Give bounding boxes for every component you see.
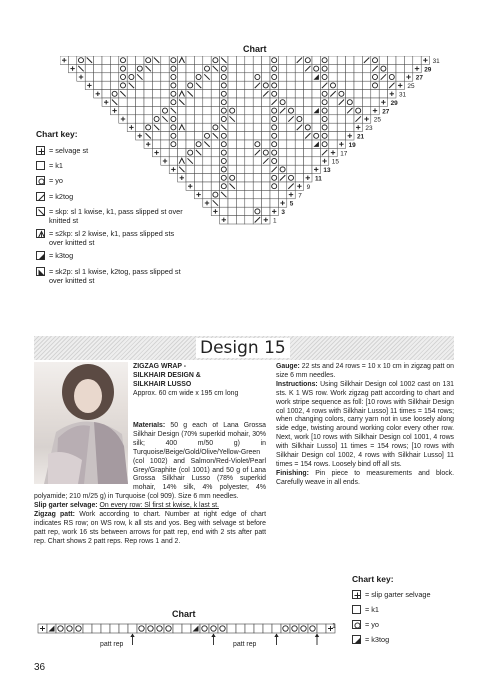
key-s2kp — [36, 229, 186, 247]
patt-rep-label-2: patt rep — [233, 641, 257, 648]
bottom-chart-grid — [36, 620, 346, 650]
materials-label-flow: Materials: — [133, 422, 166, 429]
top-chart-title: Chart — [243, 44, 267, 54]
pattern-name-3: SILKHAIR LUSSO — [133, 380, 192, 388]
zigzag-text: Work according to chart. Number at right edge of chart indicates RS row; on WS row, k all sts and yos. Beg with selvage st before patt rep, work 16 sts between arrows for patt rep, end with 2 sts after patt rep. Chart shows 2 patt reps. Rep rows 1 and 2. — [34, 511, 266, 545]
key-label: = s2kp: sl 2 kwise, k1, pass slipped sts over knitted st — [49, 229, 175, 247]
key-label: = sk2p: sl 1 kwise, k2tog, pass slipped st over knitted st — [49, 267, 181, 285]
row-number: 25 — [373, 116, 381, 124]
bottom-key-title: Chart key: — [352, 574, 394, 584]
blank-icon — [36, 161, 45, 170]
key-label: = yo — [49, 176, 63, 185]
k3tog-icon — [36, 251, 45, 260]
sk2p-icon — [36, 267, 45, 276]
row-number: 29 — [390, 99, 398, 107]
row-number: 25 — [407, 83, 415, 91]
pattern-heading — [133, 363, 265, 399]
key-label: = k3tog — [49, 251, 74, 260]
row-number: 21 — [357, 133, 365, 141]
row-number: 31 — [399, 91, 407, 99]
top-key-title: Chart key: — [36, 129, 78, 139]
slip-label: Slip garter selvage: — [34, 502, 98, 510]
materials-text: 50 g each of Lana Grossa Silkhair Design (70% superkid mohair, 30% silk; 400 m/50 g) in Turquoise/Beige/Gold/Olive/Yellow-Green (col 1002) and Salmon/Red-Violet/Pearl Grey/Graphite (col 1001) and 50 g of Lana Grossa Silkhair Lusso (78% superkid mohair, 14% silk, 4% polyester, 4% polyamide; 210 m/25 g) in Turquoise (col 909). Size 6 mm needles. — [34, 422, 266, 501]
yo-icon — [352, 620, 361, 629]
zigzag-label: Zigzag patt: — [34, 511, 75, 519]
row-number: 3 — [281, 209, 285, 217]
pattern-name-2: SILKHAIR DESIGN & — [133, 371, 201, 379]
row-number: 27 — [415, 74, 423, 82]
page-number: 36 — [34, 662, 46, 673]
right-column — [276, 363, 454, 488]
key-yo — [36, 176, 63, 185]
row-number: 5 — [289, 200, 294, 208]
bottom-chart-title: Chart — [172, 609, 196, 619]
selvage-icon — [36, 146, 45, 155]
key-label: = k1 — [49, 161, 63, 170]
slip-text: On every row: Sl first st kwise, k last st. — [99, 502, 219, 510]
row-number: 29 — [424, 66, 432, 74]
photo-spacer — [34, 422, 133, 490]
bottom-row-number: 1 — [332, 623, 336, 630]
gauge-text: 22 sts and 24 rows = 10 x 10 cm in zigzag patt on size 6 mm needles. — [276, 363, 454, 379]
skp-icon — [36, 207, 45, 216]
row-number: 7 — [298, 192, 302, 200]
finishing-label: Finishing: — [276, 469, 309, 477]
row-number: 9 — [306, 183, 311, 191]
row-number: 23 — [365, 125, 373, 133]
key-label: = selvage st — [49, 146, 89, 155]
key-k3tog — [36, 251, 73, 260]
selvage-icon — [352, 590, 361, 599]
patt-rep-label-1: patt rep — [100, 641, 124, 648]
key-k2tog — [36, 192, 73, 201]
k3tog-icon — [352, 635, 361, 644]
bkey-selvage — [352, 590, 431, 599]
key-k1 — [36, 161, 63, 170]
row-number: 19 — [348, 141, 356, 149]
key-label: = k1 — [365, 605, 379, 614]
pattern-name-1: ZIGZAG WRAP - — [133, 363, 187, 370]
key-selvage — [36, 146, 88, 155]
key-sk2p — [36, 267, 186, 285]
bkey-yo — [352, 620, 379, 629]
gauge-label: Gauge: — [276, 363, 300, 370]
row-number: 17 — [340, 150, 348, 158]
bkey-k3tog — [352, 635, 389, 644]
s2kp-icon — [36, 229, 45, 238]
key-label: = k2tog — [49, 192, 74, 201]
left-column — [34, 422, 266, 620]
k2tog-icon — [36, 192, 45, 201]
key-label: = yo — [365, 620, 379, 629]
yo-icon — [36, 176, 45, 185]
row-number: 15 — [331, 158, 339, 166]
instructions-label: Instructions: — [276, 380, 318, 388]
pattern-size: Approx. 60 cm wide x 195 cm long — [133, 389, 239, 397]
bkey-k1 — [352, 605, 379, 614]
key-label: = slip garter selvage — [365, 590, 431, 599]
row-number: 31 — [432, 57, 440, 65]
design-title: Design 15 — [196, 338, 290, 358]
instructions-text: Using Silkhair Design col 1002 cast on 131 sts. K 1 WS row. Work zigzag patt according to chart and work stripe sequence as foll: [10 rows with Silkhair Design col 1002, 4 rows with Silkhair Lusso] 11 times = 154 rows; when changing colors, carry yarn not in use loosely along side edge, twisting around working color every other row. Next, work [10 rows with Silkhair Design col 1001, 4 rows with Silkhair Lusso] 11 times = 154 rows; [10 rows with Silkhair Design col 1002, 4 rows with Silkhair Lusso] 11 times = 154 rows. Loosely bind off all sts. — [276, 380, 455, 468]
row-number: 1 — [273, 217, 277, 225]
finishing-text: Pin piece to measurements and block. Carefully weave in all ends. — [276, 469, 454, 486]
row-number: 11 — [315, 175, 322, 183]
row-number: 13 — [323, 167, 331, 175]
key-label: = k3tog — [365, 635, 390, 644]
key-skp — [36, 207, 186, 225]
blank-icon — [352, 605, 361, 614]
row-number: 27 — [382, 108, 390, 116]
key-label: = skp: sl 1 kwise, k1, pass slipped st over knitted st — [49, 207, 183, 225]
